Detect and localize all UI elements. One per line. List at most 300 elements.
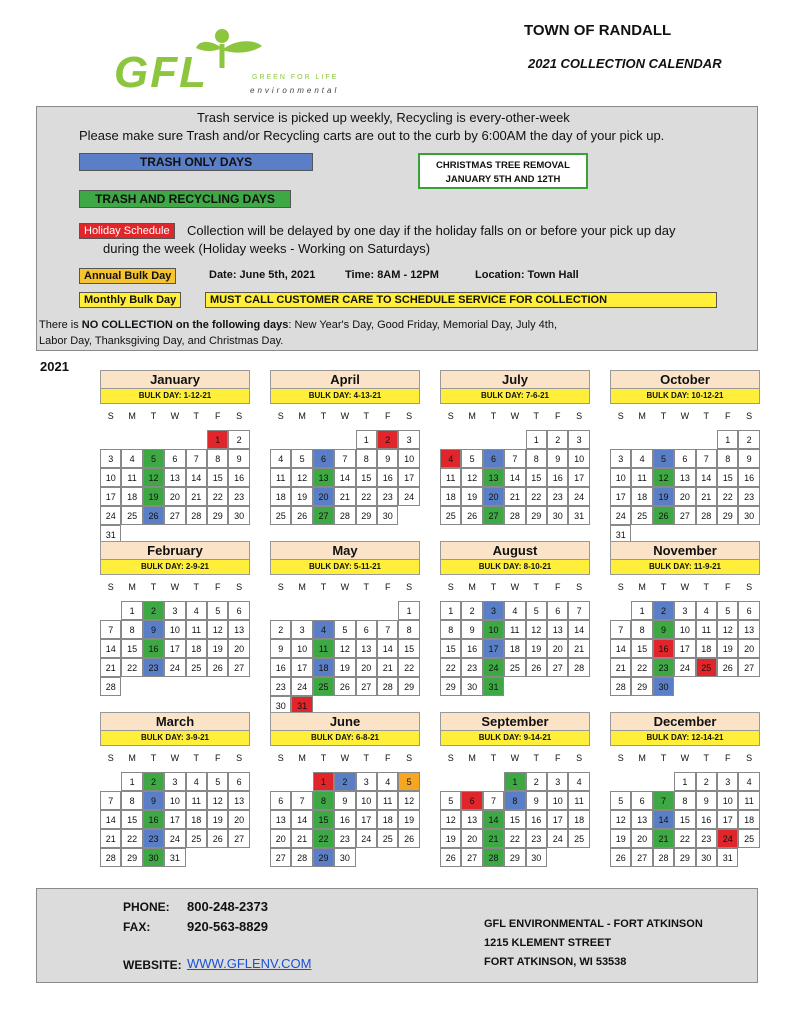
day-cell: 20 [356,658,377,677]
day-cell: 17 [547,810,568,829]
day-cell: 22 [631,658,652,677]
day-cell: 15 [398,639,419,658]
day-cell: 8 [674,791,695,810]
day-cell: 10 [674,620,695,639]
day-cell: 23 [526,829,547,848]
day-cell: 15 [356,468,377,487]
day-cell: 15 [207,468,228,487]
day-cell: 17 [356,810,377,829]
day-cell: 10 [356,791,377,810]
day-cell: 30 [653,677,674,696]
day-cell: 18 [121,487,142,506]
weekday-header: S [746,753,753,763]
day-cell: 13 [164,468,185,487]
day-cell: 1 [674,772,695,791]
day-cell: 4 [121,449,142,468]
day-cell: 21 [377,658,398,677]
day-cell: 7 [186,449,207,468]
day-cell: 13 [461,810,482,829]
day-cell: 22 [313,829,334,848]
day-cell: 5 [461,449,482,468]
day-cell: 24 [483,658,504,677]
weekday-header: S [447,582,454,592]
weekday-header: W [510,411,520,421]
weekday-header: S [617,582,624,592]
day-cell: 19 [717,639,738,658]
day-cell: 30 [377,506,398,525]
day-cell: 28 [568,658,589,677]
day-cell: 9 [653,620,674,639]
day-cell: 20 [547,639,568,658]
day-cell: 26 [717,658,738,677]
day-cell: 28 [291,848,312,867]
day-cell: 22 [504,829,525,848]
xmas-dates: JANUARY 5TH AND 12TH [445,174,561,185]
day-cell: 18 [504,639,525,658]
day-cell: 7 [653,791,674,810]
day-cell: 2 [143,772,164,791]
day-cell: 14 [483,810,504,829]
weekday-header: S [746,582,753,592]
calendar-year: 2021 [40,359,69,374]
legend-trash-only: TRASH ONLY DAYS [79,153,313,171]
weekday-header: S [107,411,114,421]
day-cell: 16 [526,810,547,829]
day-cell: 12 [717,620,738,639]
day-cell: 22 [440,658,461,677]
day-cell: 20 [738,639,759,658]
day-cell: 10 [610,468,631,487]
day-cell: 17 [100,487,121,506]
month-name: December [610,712,760,731]
day-cell: 26 [398,829,419,848]
day-cell: 15 [313,810,334,829]
day-cell: 27 [228,829,249,848]
day-cell: 6 [270,791,291,810]
day-cell: 1 [121,601,142,620]
day-cell: 23 [696,829,717,848]
weekday-header: W [680,411,690,421]
weekday-header: S [277,582,284,592]
month-name: November [610,541,760,560]
day-cell: 17 [610,487,631,506]
day-cell: 19 [398,810,419,829]
weekday-header: T [363,582,370,592]
day-cell: 26 [461,506,482,525]
day-cell: 14 [653,810,674,829]
day-cell: 25 [313,677,334,696]
weekday-header: W [510,753,520,763]
month-bulk-day: BULK DAY: 2-9-21 [100,560,250,575]
weekday-header: M [298,411,306,421]
day-cell: 25 [377,829,398,848]
weekday-header: F [554,753,561,763]
day-cell: 17 [568,468,589,487]
weekday-header: T [193,411,200,421]
day-cell: 1 [398,601,419,620]
day-cell: 13 [313,468,334,487]
day-cell: 2 [653,601,674,620]
weekday-header: T [150,753,157,763]
day-cell: 10 [717,791,738,810]
day-cell: 26 [207,658,228,677]
day-cell: 15 [631,639,652,658]
day-cell: 28 [186,506,207,525]
month-february [100,541,250,692]
day-cell: 26 [291,506,312,525]
weekday-header: W [340,753,350,763]
day-cell: 31 [100,525,121,544]
month-bulk-day: BULK DAY: 8-10-21 [440,560,590,575]
day-cell: 10 [483,620,504,639]
no-collection-rest: : New Year's Day, Good Friday, Memorial Day, July 4th, [288,319,558,331]
day-cell: 11 [121,468,142,487]
weekday-header: M [638,582,646,592]
day-cell: 7 [568,601,589,620]
day-cell: 16 [461,639,482,658]
annual-bulk-date: Date: June 5th, 2021 [209,269,316,281]
month-name: September [440,712,590,731]
day-cell: 31 [610,525,631,544]
weekday-header: S [576,582,583,592]
day-cell: 17 [717,810,738,829]
day-cell: 31 [568,506,589,525]
day-cell: 4 [504,601,525,620]
day-cell: 5 [291,449,312,468]
xmas-title: CHRISTMAS TREE REMOVAL [436,160,570,171]
day-cell: 6 [228,772,249,791]
day-cell: 11 [313,639,334,658]
day-cell: 16 [228,468,249,487]
day-cell: 29 [398,677,419,696]
weekday-header: W [170,411,180,421]
day-cell: 27 [547,658,568,677]
weekday-header: S [447,411,454,421]
day-cell: 16 [334,810,355,829]
day-cell: 6 [356,620,377,639]
day-cell: 7 [100,791,121,810]
day-cell: 21 [483,829,504,848]
day-cell: 10 [398,449,419,468]
weekday-header: T [660,753,667,763]
day-cell: 30 [526,848,547,867]
day-cell: 19 [653,487,674,506]
day-cell: 20 [270,829,291,848]
month-september [440,712,590,863]
day-cell: 3 [674,601,695,620]
weekday-header: T [320,753,327,763]
day-cell: 11 [504,620,525,639]
day-cell: 12 [207,620,228,639]
day-cell: 6 [313,449,334,468]
day-cell: 1 [356,430,377,449]
day-cell: 24 [164,829,185,848]
day-cell: 22 [717,487,738,506]
day-cell: 19 [461,487,482,506]
christmas-tree-removal-box [418,153,588,189]
day-cell: 18 [270,487,291,506]
day-cell: 9 [270,639,291,658]
day-cell: 13 [547,620,568,639]
month-name: May [270,541,420,560]
day-cell: 2 [738,430,759,449]
weekday-header: T [363,411,370,421]
day-cell: 15 [121,810,142,829]
day-cell: 23 [738,487,759,506]
monthly-bulk-instructions: MUST CALL CUSTOMER CARE TO SCHEDULE SERVICE FOR COLLECTION [205,292,717,308]
day-cell: 25 [186,829,207,848]
day-cell: 4 [440,449,461,468]
day-cell: 1 [631,601,652,620]
day-cell: 15 [674,810,695,829]
company-city: FORT ATKINSON, WI 53538 [484,956,627,968]
day-cell: 16 [547,468,568,487]
day-cell: 3 [164,601,185,620]
day-cell: 6 [461,791,482,810]
day-cell: 26 [526,658,547,677]
no-collection-bold: NO COLLECTION on the following days [81,319,289,331]
day-cell: 11 [377,791,398,810]
weekday-header: T [320,411,327,421]
phone-label: PHONE: [123,900,170,914]
day-cell: 9 [696,791,717,810]
month-august [440,541,590,692]
day-cell: 20 [631,829,652,848]
day-cell: 4 [186,601,207,620]
weekday-header: T [193,582,200,592]
day-cell: 31 [717,848,738,867]
weekday-header: T [703,411,710,421]
day-cell: 25 [270,506,291,525]
day-cell: 12 [526,620,547,639]
day-cell: 12 [398,791,419,810]
day-cell: 18 [313,658,334,677]
day-cell: 31 [483,677,504,696]
weekday-header: F [384,411,391,421]
day-cell: 21 [696,487,717,506]
day-cell: 23 [143,658,164,677]
day-cell: 14 [334,468,355,487]
day-cell: 28 [377,677,398,696]
month-bulk-day: BULK DAY: 4-13-21 [270,389,420,404]
day-cell: 12 [461,468,482,487]
weekday-header: S [107,753,114,763]
day-cell: 23 [270,677,291,696]
weekday-header: M [468,753,476,763]
weekday-header: M [298,582,306,592]
day-cell: 16 [377,468,398,487]
day-cell: 7 [377,620,398,639]
weekday-header: F [384,582,391,592]
town-name: TOWN OF RANDALL [524,22,672,39]
day-cell: 15 [526,468,547,487]
day-cell: 16 [143,810,164,829]
day-cell: 27 [164,506,185,525]
weekday-header: S [447,753,454,763]
day-cell: 13 [631,810,652,829]
month-name: January [100,370,250,389]
day-cell: 1 [121,772,142,791]
day-cell: 24 [674,658,695,677]
day-cell: 24 [568,487,589,506]
day-cell: 8 [526,449,547,468]
weekday-header: T [490,411,497,421]
day-cell: 10 [164,791,185,810]
weekday-header: T [490,582,497,592]
day-cell: 18 [186,810,207,829]
day-cell: 5 [143,449,164,468]
day-cell: 8 [313,791,334,810]
weekday-header: F [384,753,391,763]
day-cell: 24 [291,677,312,696]
weekday-header: T [490,753,497,763]
day-cell: 28 [653,848,674,867]
month-bulk-day: BULK DAY: 7-6-21 [440,389,590,404]
day-cell: 2 [334,772,355,791]
day-cell: 29 [526,506,547,525]
weekday-header: T [193,753,200,763]
day-cell: 11 [696,620,717,639]
day-cell: 14 [377,639,398,658]
day-cell: 8 [207,449,228,468]
day-cell: 29 [631,677,652,696]
no-collection-prefix: There is [39,319,82,331]
weekday-header: S [576,411,583,421]
day-cell: 13 [356,639,377,658]
weekday-header: S [406,411,413,421]
day-cell: 12 [440,810,461,829]
day-cell: 18 [186,639,207,658]
day-cell: 27 [738,658,759,677]
phone-number: 800-248-2373 [187,899,268,914]
day-cell: 10 [100,468,121,487]
day-cell: 21 [100,658,121,677]
day-cell: 13 [270,810,291,829]
day-cell: 5 [334,620,355,639]
holiday-text-1: Collection will be delayed by one day if the holiday falls on or before your pick up day [187,223,676,238]
day-cell: 14 [568,620,589,639]
day-cell: 4 [313,620,334,639]
day-cell: 6 [228,601,249,620]
day-cell: 2 [526,772,547,791]
day-cell: 20 [483,487,504,506]
day-cell: 30 [547,506,568,525]
weekday-header: S [107,582,114,592]
month-june [270,712,420,863]
weekday-header: W [170,753,180,763]
day-cell: 22 [121,658,142,677]
day-cell: 5 [526,601,547,620]
day-cell: 28 [100,677,121,696]
weekday-header: S [277,411,284,421]
day-cell: 9 [143,620,164,639]
weekday-header: M [638,753,646,763]
day-cell: 12 [334,639,355,658]
day-cell: 27 [674,506,695,525]
month-march [100,712,250,863]
day-cell: 22 [526,487,547,506]
day-cell: 18 [377,810,398,829]
day-cell: 30 [738,506,759,525]
legend-annual-bulk: Annual Bulk Day [79,268,176,284]
day-cell: 3 [717,772,738,791]
day-cell: 29 [313,848,334,867]
day-cell: 2 [547,430,568,449]
day-cell: 19 [440,829,461,848]
legend-monthly-bulk: Monthly Bulk Day [79,292,181,308]
day-cell: 26 [610,848,631,867]
month-bulk-day: BULK DAY: 11-9-21 [610,560,760,575]
service-frequency-text: Trash service is picked up weekly, Recycling is every-other-week [197,110,570,125]
day-cell: 29 [717,506,738,525]
month-name: March [100,712,250,731]
weekday-header: S [236,411,243,421]
day-cell: 7 [610,620,631,639]
weekday-header: S [277,753,284,763]
weekday-header: M [298,753,306,763]
day-cell: 8 [121,791,142,810]
day-cell: 3 [100,449,121,468]
no-collection-text-2: Labor Day, Thanksgiving Day, and Christmas Day. [39,335,284,347]
day-cell: 7 [291,791,312,810]
day-cell: 27 [313,506,334,525]
weekday-header: T [533,411,540,421]
holiday-text-2: during the week (Holiday weeks - Working on Saturdays) [103,241,431,256]
website-link[interactable]: WWW.GFLENV.COM [187,956,312,971]
day-cell: 18 [738,810,759,829]
day-cell: 23 [228,487,249,506]
day-cell: 17 [164,639,185,658]
day-cell: 15 [717,468,738,487]
weekday-header: T [150,411,157,421]
day-cell: 19 [291,487,312,506]
day-cell: 20 [674,487,695,506]
month-name: July [440,370,590,389]
day-cell: 6 [164,449,185,468]
day-cell: 23 [461,658,482,677]
weekday-header: S [406,753,413,763]
month-name: February [100,541,250,560]
day-cell: 20 [228,810,249,829]
day-cell: 22 [356,487,377,506]
day-cell: 25 [186,658,207,677]
day-cell: 1 [440,601,461,620]
day-cell: 3 [483,601,504,620]
day-cell: 28 [483,848,504,867]
fax-number: 920-563-8829 [187,919,268,934]
day-cell: 22 [207,487,228,506]
weekday-header: T [660,582,667,592]
day-cell: 4 [186,772,207,791]
day-cell: 31 [291,696,312,715]
month-bulk-day: BULK DAY: 3-9-21 [100,731,250,746]
day-cell: 21 [291,829,312,848]
day-cell: 25 [631,506,652,525]
weekday-header: F [724,582,731,592]
day-cell: 31 [164,848,185,867]
day-cell: 4 [568,772,589,791]
day-cell: 1 [526,430,547,449]
day-cell: 19 [143,487,164,506]
day-cell: 21 [186,487,207,506]
day-cell: 3 [547,772,568,791]
month-december [610,712,760,863]
day-cell: 5 [717,601,738,620]
day-cell: 23 [547,487,568,506]
day-cell: 7 [504,449,525,468]
day-cell: 19 [334,658,355,677]
day-cell: 16 [653,639,674,658]
